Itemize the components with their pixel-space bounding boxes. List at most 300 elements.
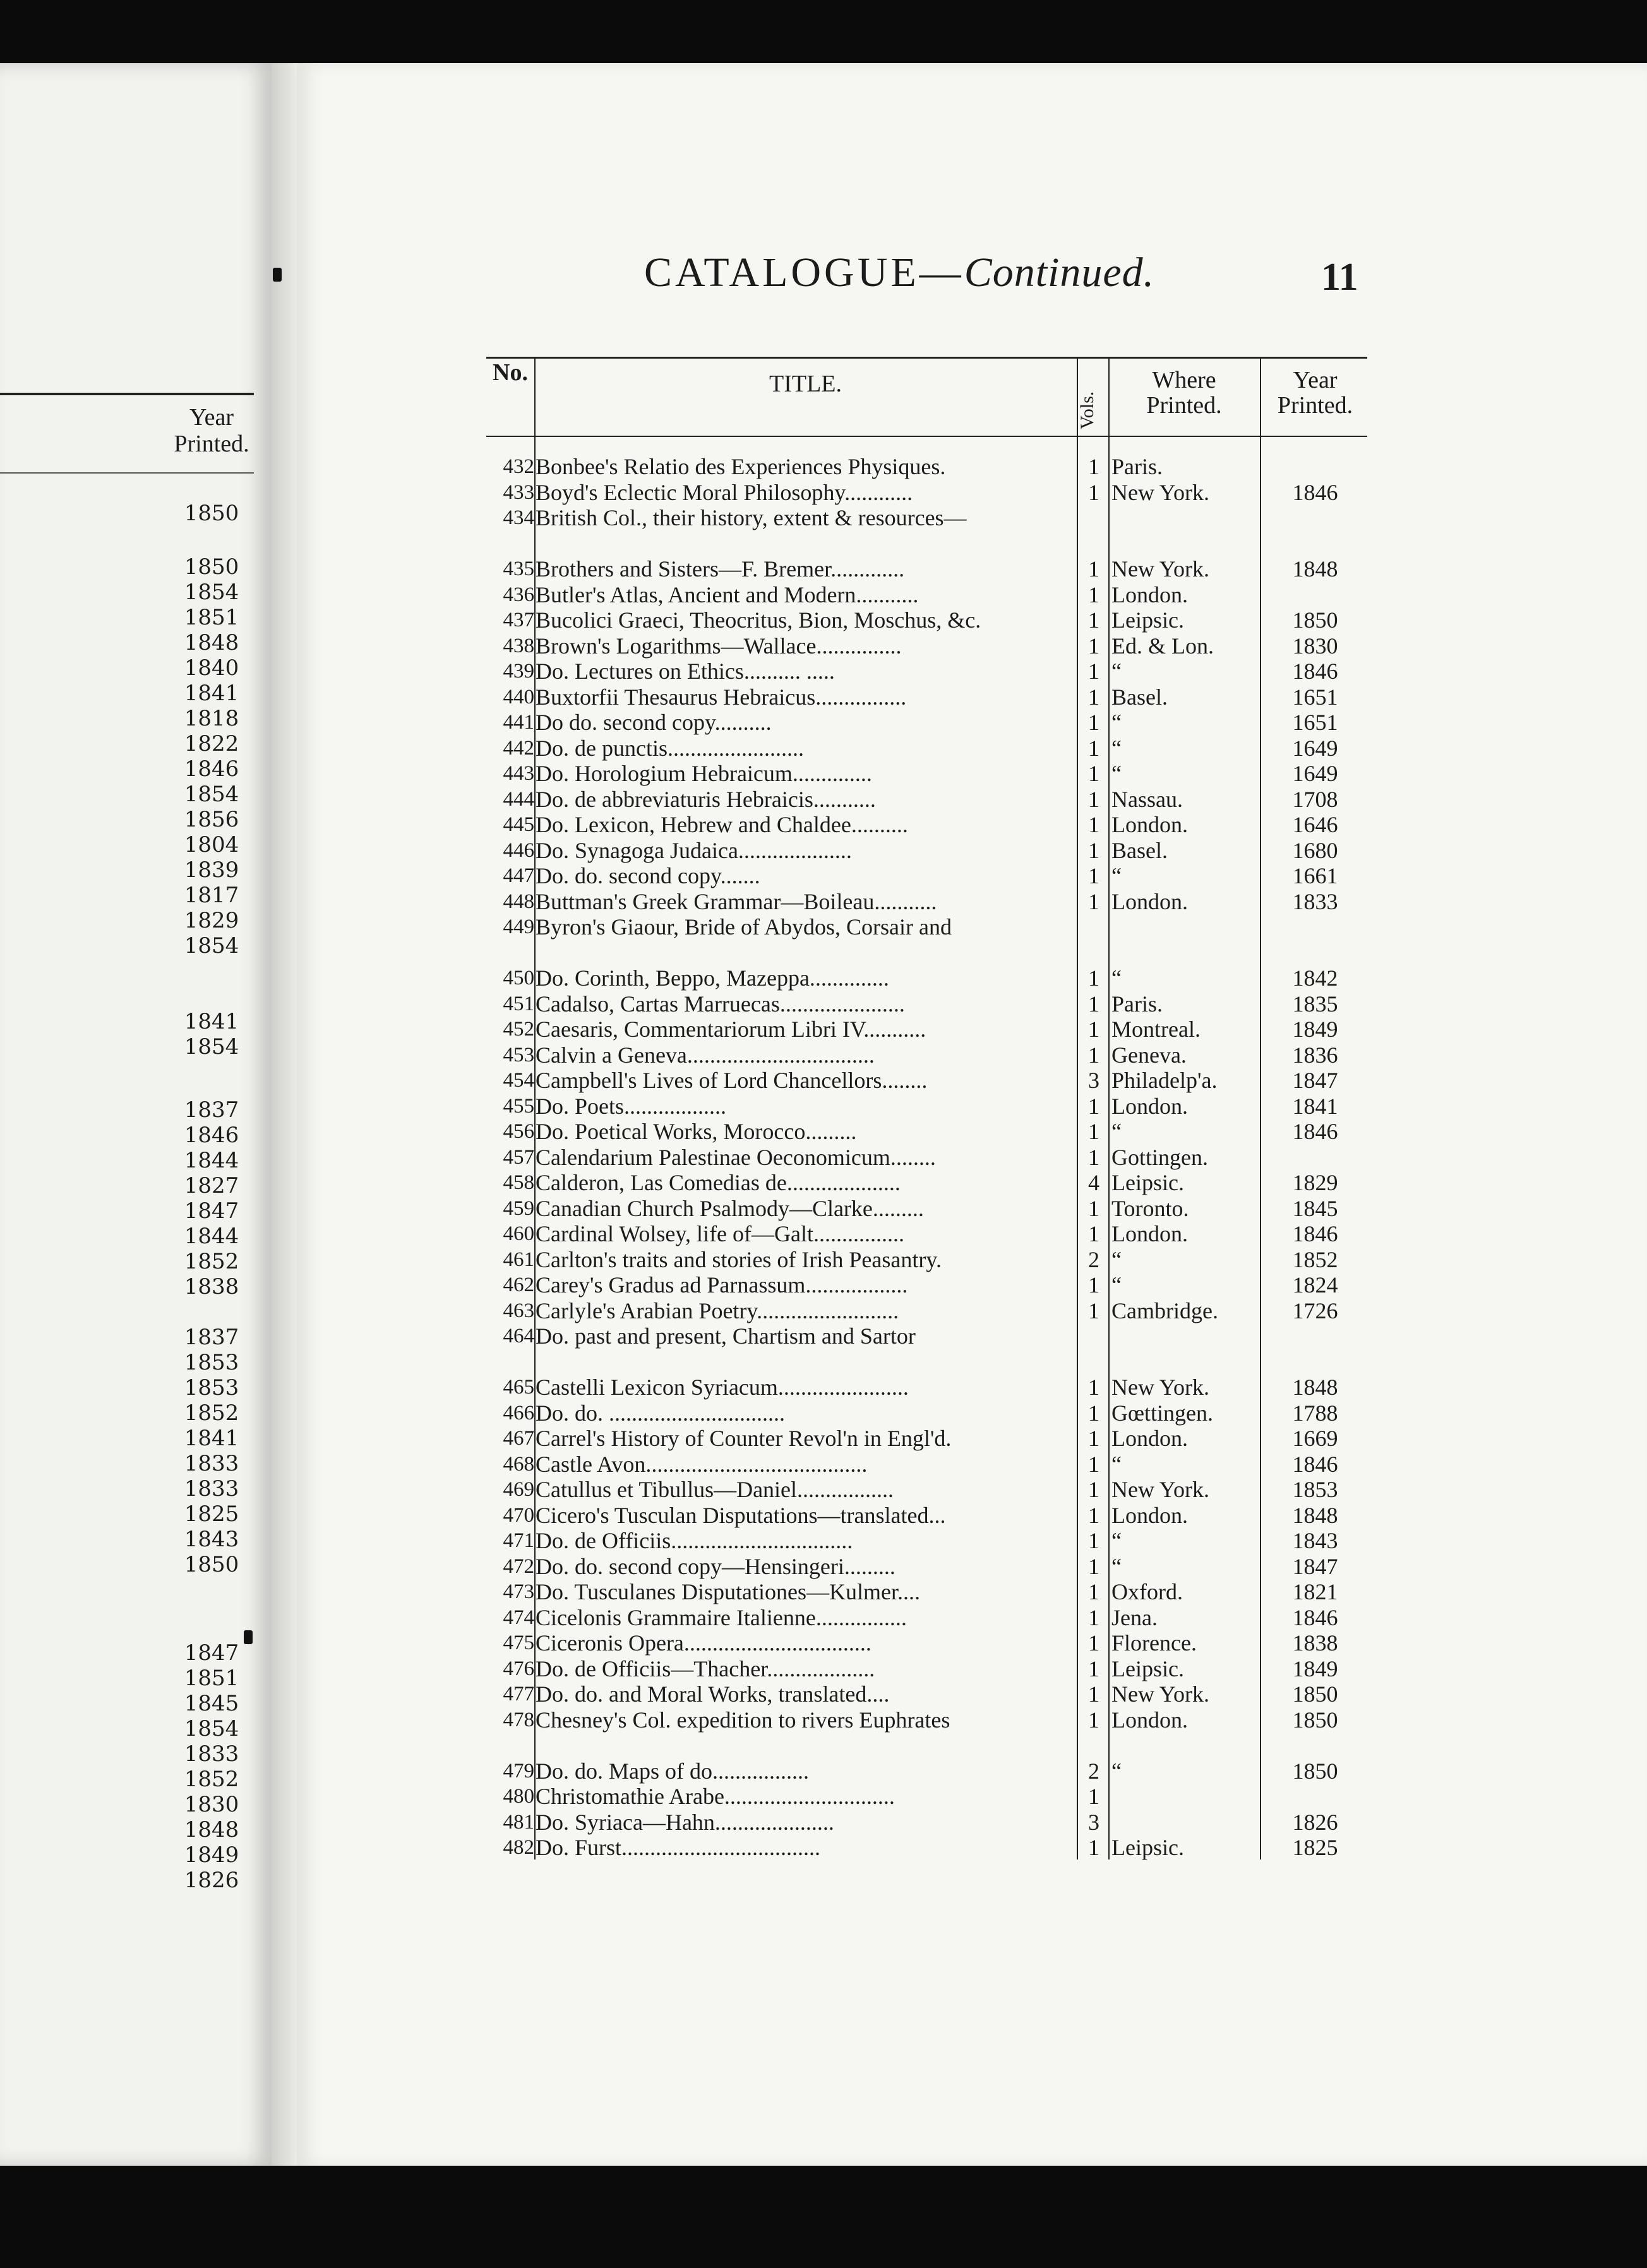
left-year-value: 1846 [184, 756, 239, 782]
entry-volumes: 1 [1088, 1451, 1099, 1477]
left-year-value: 1817 [184, 883, 239, 908]
entry-volumes: 1 [1088, 1298, 1099, 1323]
left-year-value: 1854 [184, 782, 239, 807]
entry-number: 440 [503, 685, 534, 708]
entry-year: 1651 [1292, 684, 1338, 710]
entry-volumes: 1 [1088, 582, 1099, 607]
entry-title: Byron's Giaour, Bride of Abydos, Corsair and [536, 914, 952, 940]
entry-number: 454 [503, 1069, 534, 1092]
entry-title: Castelli Lexicon Syriacum....................... [536, 1375, 909, 1400]
entry-place: “ [1111, 1272, 1122, 1298]
left-year-value: 1852 [184, 1249, 239, 1274]
entry-title: Do. Syriaca—Hahn..................... [536, 1809, 834, 1835]
entry-volumes: 1 [1088, 479, 1099, 505]
binding-mark [244, 1630, 253, 1644]
entry-title: Buxtorfii Thesaurus Hebraicus................ [536, 684, 907, 710]
entry-year: 1846 [1292, 1451, 1338, 1477]
entry-volumes: 4 [1088, 1170, 1099, 1195]
entry-year: 1661 [1292, 863, 1338, 888]
entry-year: 1847 [1292, 1068, 1338, 1093]
left-year-value: 1853 [184, 1375, 239, 1400]
entry-title: Brothers and Sisters—F. Bremer............. [536, 556, 905, 582]
entry-volumes: 1 [1088, 1630, 1099, 1656]
running-head [644, 249, 1154, 297]
left-year-value: 1841 [184, 1426, 239, 1451]
entry-place: “ [1111, 863, 1122, 888]
entry-place: New York. [1111, 1681, 1210, 1707]
entry-title: Brown's Logarithms—Wallace............... [536, 633, 902, 659]
entry-title: Campbell's Lives of Lord Chancellors........ [536, 1068, 928, 1093]
entry-number: 456 [503, 1120, 534, 1143]
entry-year: 1680 [1292, 837, 1338, 863]
entry-place: Basel. [1111, 837, 1168, 863]
entry-place: Leipsic. [1111, 1835, 1184, 1860]
entry-number: 465 [503, 1376, 534, 1399]
left-year-value: 1845 [184, 1691, 239, 1716]
entry-number: 437 [503, 609, 534, 631]
entry-volumes: 1 [1088, 786, 1099, 812]
column-divider [1260, 357, 1261, 1859]
entry-title: Do. de Officiis................................ [536, 1528, 853, 1553]
left-year-value: 1844 [184, 1148, 239, 1173]
entry-number: 482 [503, 1836, 534, 1859]
entry-volumes: 1 [1088, 684, 1099, 710]
entry-place: New York. [1111, 556, 1210, 582]
entry-title: Ciceronis Opera................................. [536, 1630, 871, 1656]
entry-volumes: 1 [1088, 1835, 1099, 1860]
left-year-value: 1851 [184, 605, 239, 630]
page-number: 11 [1321, 256, 1358, 299]
left-year-value: 1837 [184, 1325, 239, 1350]
left-year-value: 1804 [184, 832, 239, 857]
running-head-main: CATALOGUE— [644, 249, 964, 295]
entry-place: Gœttingen. [1111, 1400, 1213, 1426]
entry-place: Nassau. [1111, 786, 1183, 812]
left-header-rule-bottom [0, 472, 254, 474]
entry-place: London. [1111, 1502, 1188, 1528]
left-year-value: 1850 [184, 554, 239, 580]
entry-number: 479 [503, 1759, 534, 1782]
entry-number: 463 [503, 1299, 534, 1322]
entry-number: 473 [503, 1580, 534, 1603]
entry-volumes: 1 [1088, 1426, 1099, 1451]
entry-title: Boyd's Eclectic Moral Philosophy............ [536, 479, 913, 505]
entry-place: Paris. [1111, 991, 1163, 1017]
entry-number: 439 [503, 660, 534, 683]
entry-number: 467 [503, 1427, 534, 1450]
entry-year: 1848 [1292, 1375, 1338, 1400]
entry-volumes: 1 [1088, 1017, 1099, 1042]
entry-volumes: 1 [1088, 1553, 1099, 1579]
left-header-rule [0, 393, 254, 395]
entry-number: 448 [503, 890, 534, 913]
entry-place: London. [1111, 1093, 1188, 1119]
entry-title: Do. do. Maps of do................. [536, 1758, 809, 1784]
entry-number: 436 [503, 583, 534, 606]
entry-year: 1821 [1292, 1579, 1338, 1604]
entry-year: 1846 [1292, 1221, 1338, 1246]
entry-volumes: 1 [1088, 1119, 1099, 1144]
entry-number: 469 [503, 1478, 534, 1501]
entry-title: British Col., their history, extent & resources— [536, 505, 967, 530]
left-year-value: 1848 [184, 630, 239, 655]
left-year-value: 1844 [184, 1224, 239, 1249]
entry-title: Do. Lexicon, Hebrew and Chaldee.......... [536, 812, 908, 837]
entry-title: Carlyle's Arabian Poetry......................... [536, 1298, 899, 1323]
entry-volumes: 1 [1088, 1272, 1099, 1298]
entry-year: 1646 [1292, 812, 1338, 837]
entry-title: Do. do. ............................... [536, 1400, 785, 1426]
entry-number: 471 [503, 1529, 534, 1552]
entry-place: London. [1111, 1221, 1188, 1246]
entry-place: “ [1111, 1758, 1122, 1784]
entry-title: Cicero's Tusculan Disputations—translated... [536, 1502, 946, 1528]
entry-volumes: 1 [1088, 1502, 1099, 1528]
left-year-value: 1833 [184, 1741, 239, 1767]
entry-volumes: 1 [1088, 991, 1099, 1017]
left-year-value: 1825 [184, 1501, 239, 1527]
entry-volumes: 3 [1088, 1809, 1099, 1835]
left-page [0, 63, 273, 2166]
entry-number: 480 [503, 1785, 534, 1808]
entry-volumes: 1 [1088, 1604, 1099, 1630]
column-header-vols: Vols. [1077, 391, 1098, 429]
entry-number: 435 [503, 558, 534, 580]
entry-place: “ [1111, 710, 1122, 735]
book-spine [272, 63, 297, 2166]
entry-place: London. [1111, 582, 1188, 607]
entry-place: “ [1111, 1246, 1122, 1272]
entry-title: Do. Horologium Hebraicum.............. [536, 761, 872, 786]
entry-number: 468 [503, 1452, 534, 1476]
entry-title: Do. do. second copy—Hensingeri......... [536, 1553, 895, 1579]
entry-title: Canadian Church Psalmody—Clarke......... [536, 1195, 924, 1221]
entry-volumes: 1 [1088, 1144, 1099, 1170]
entry-place: Philadelp'a. [1111, 1068, 1218, 1093]
entry-number: 458 [503, 1171, 534, 1194]
left-year-value: 1822 [184, 731, 239, 756]
entry-number: 475 [503, 1632, 534, 1654]
entry-volumes: 1 [1088, 1221, 1099, 1246]
entry-place: Leipsic. [1111, 1656, 1184, 1681]
entry-number: 443 [503, 762, 534, 785]
entry-place: Oxford. [1111, 1579, 1183, 1604]
left-year-value: 1847 [184, 1198, 239, 1224]
entry-number: 476 [503, 1657, 534, 1680]
entry-volumes: 1 [1088, 863, 1099, 888]
entry-place: Basel. [1111, 684, 1168, 710]
entry-year: 1829 [1292, 1170, 1338, 1195]
entry-number: 445 [503, 813, 534, 836]
entry-year: 1846 [1292, 1604, 1338, 1630]
left-year-value: 1833 [184, 1476, 239, 1501]
entry-place: “ [1111, 965, 1122, 991]
left-year-value: 1851 [184, 1666, 239, 1691]
left-year-value: 1847 [184, 1640, 239, 1666]
entry-volumes: 1 [1088, 1042, 1099, 1068]
entry-year: 1850 [1292, 1707, 1338, 1733]
entry-number: 472 [503, 1555, 534, 1578]
entry-place: “ [1111, 1451, 1122, 1477]
running-head-italic: Continued. [964, 249, 1155, 295]
entry-year: 1850 [1292, 1681, 1338, 1707]
entry-volumes: 1 [1088, 1579, 1099, 1604]
entry-place: London. [1111, 1426, 1188, 1451]
entry-volumes: 1 [1088, 812, 1099, 837]
left-year-value: 1839 [184, 857, 239, 883]
entry-volumes: 1 [1088, 1375, 1099, 1400]
entry-year: 1708 [1292, 786, 1338, 812]
entry-number: 478 [503, 1708, 534, 1731]
entry-year: 1845 [1292, 1195, 1338, 1221]
left-year-value: 1856 [184, 807, 239, 832]
entry-place: Florence. [1111, 1630, 1197, 1656]
left-year-value: 1827 [184, 1173, 239, 1198]
entry-place: Ed. & Lon. [1111, 633, 1214, 659]
entry-year: 1846 [1292, 659, 1338, 684]
entry-year: 1848 [1292, 556, 1338, 582]
entry-number: 462 [503, 1274, 534, 1296]
entry-year: 1846 [1292, 479, 1338, 505]
entry-place: Leipsic. [1111, 607, 1184, 633]
entry-title: Carrel's History of Counter Revol'n in Engl'd. [536, 1426, 952, 1451]
entry-number: 451 [503, 992, 534, 1015]
entry-number: 464 [503, 1325, 534, 1347]
entry-number: 432 [503, 455, 534, 478]
entry-year: 1649 [1292, 735, 1338, 761]
entry-title: Calvin a Geneva................................. [536, 1042, 875, 1068]
entry-number: 481 [503, 1810, 534, 1834]
entry-title: Do. Tusculanes Disputationes—Kulmer.... [536, 1579, 920, 1604]
left-year-value: 1833 [184, 1451, 239, 1476]
entry-title: Calendarium Palestinae Oeconomicum........ [536, 1144, 936, 1170]
entry-place: New York. [1111, 1477, 1210, 1502]
entry-place: Montreal. [1111, 1017, 1201, 1042]
left-year-value: 1841 [184, 1009, 239, 1034]
entry-title: Cicelonis Grammaire Italienne................ [536, 1604, 907, 1630]
left-year-value: 1841 [184, 681, 239, 706]
left-year-value: 1829 [184, 908, 239, 933]
entry-title: Do. do. second copy....... [536, 863, 760, 888]
entry-title: Castle Avon....................................... [536, 1451, 868, 1477]
left-year-value: 1840 [184, 655, 239, 681]
entry-title: Do. Lectures on Ethics.......... ..... [536, 659, 835, 684]
entry-volumes: 1 [1088, 1093, 1099, 1119]
entry-volumes: 1 [1088, 1784, 1099, 1809]
entry-title: Do. de punctis........................ [536, 735, 804, 761]
entry-year: 1853 [1292, 1477, 1338, 1502]
entry-year: 1846 [1292, 1119, 1338, 1144]
left-year-value: 1830 [184, 1792, 239, 1817]
table-header-rule [486, 436, 1367, 437]
entry-year: 1825 [1292, 1835, 1338, 1860]
entry-volumes: 1 [1088, 888, 1099, 914]
entry-year: 1726 [1292, 1298, 1338, 1323]
entry-number: 477 [503, 1683, 534, 1705]
entry-number: 441 [503, 711, 534, 734]
entry-place: Gottingen. [1111, 1144, 1208, 1170]
entry-place: New York. [1111, 479, 1210, 505]
entry-title: Carlton's traits and stories of Irish Peasantry. [536, 1246, 942, 1272]
entry-title: Butler's Atlas, Ancient and Modern........... [536, 582, 919, 607]
entry-volumes: 1 [1088, 735, 1099, 761]
entry-title: Do. past and present, Chartism and Sartor [536, 1323, 916, 1349]
entry-number: 433 [503, 480, 534, 504]
entry-volumes: 1 [1088, 1400, 1099, 1426]
entry-volumes: 1 [1088, 1195, 1099, 1221]
entry-title: Cardinal Wolsey, life of—Galt................ [536, 1221, 904, 1246]
entry-title: Bucolici Graeci, Theocritus, Bion, Moschus, &c. [536, 607, 981, 633]
entry-title: Chesney's Col. expedition to rivers Euphrates [536, 1707, 950, 1733]
entry-title: Christomathie Arabe.............................. [536, 1784, 895, 1809]
entry-place: Cambridge. [1111, 1298, 1218, 1323]
left-year-value: 1837 [184, 1097, 239, 1123]
entry-title: Do. Furst................................... [536, 1835, 821, 1860]
entry-year: 1824 [1292, 1272, 1338, 1298]
entry-number: 442 [503, 736, 534, 760]
binding-mark [273, 268, 282, 282]
entry-volumes: 1 [1088, 633, 1099, 659]
entry-volumes: 1 [1088, 1528, 1099, 1553]
entry-volumes: 1 [1088, 454, 1099, 479]
entry-volumes: 1 [1088, 1656, 1099, 1681]
entry-place: London. [1111, 888, 1188, 914]
entry-year: 1833 [1292, 888, 1338, 914]
column-header-title: TITLE. [769, 371, 842, 397]
entry-volumes: 1 [1088, 761, 1099, 786]
entry-title: Caesaris, Commentariorum Libri IV........... [536, 1017, 926, 1042]
entry-year: 1849 [1292, 1656, 1338, 1681]
entry-volumes: 1 [1088, 710, 1099, 735]
entry-volumes: 3 [1088, 1068, 1099, 1093]
left-year-value: 1826 [184, 1868, 239, 1893]
entry-place: London. [1111, 812, 1188, 837]
entry-title: Do. do. and Moral Works, translated.... [536, 1681, 890, 1707]
entry-title: Do. Poets.................. [536, 1093, 727, 1119]
left-year-value: 1852 [184, 1767, 239, 1792]
entry-number: 449 [503, 916, 534, 938]
entry-place: “ [1111, 761, 1122, 786]
left-year-value: 1818 [184, 706, 239, 731]
entry-year: 1847 [1292, 1553, 1338, 1579]
left-year-value: 1849 [184, 1842, 239, 1868]
entry-title: Bonbee's Relatio des Experiences Physiques. [536, 454, 946, 479]
entry-volumes: 1 [1088, 1681, 1099, 1707]
entry-year: 1649 [1292, 761, 1338, 786]
entry-title: Do. Poetical Works, Morocco......... [536, 1119, 857, 1144]
entry-place: Toronto. [1111, 1195, 1189, 1221]
entry-number: 450 [503, 967, 534, 989]
entry-volumes: 1 [1088, 607, 1099, 633]
entry-number: 457 [503, 1145, 534, 1169]
entry-place: “ [1111, 735, 1122, 761]
left-year-value: 1850 [184, 1552, 239, 1577]
entry-year: 1651 [1292, 710, 1338, 735]
entry-title: Do. Synagoga Judaica.................... [536, 837, 852, 863]
column-divider [1108, 357, 1110, 1859]
entry-number: 444 [503, 787, 534, 811]
entry-number: 452 [503, 1018, 534, 1041]
column-header-where: Where Printed. [1146, 367, 1222, 419]
entry-number: 438 [503, 634, 534, 657]
entry-title: Buttman's Greek Grammar—Boileau........... [536, 888, 937, 914]
entry-place: Leipsic. [1111, 1170, 1184, 1195]
entry-number: 474 [503, 1606, 534, 1629]
entry-year: 1841 [1292, 1093, 1338, 1119]
entry-volumes: 2 [1088, 1758, 1099, 1784]
entry-year: 1848 [1292, 1502, 1338, 1528]
entry-place: Paris. [1111, 454, 1163, 479]
entry-year: 1850 [1292, 607, 1338, 633]
entry-number: 459 [503, 1197, 534, 1220]
entry-title: Do do. second copy.......... [536, 710, 772, 735]
left-year-value: 1838 [184, 1274, 239, 1299]
entry-title: Cadalso, Cartas Marruecas...................... [536, 991, 905, 1017]
entry-number: 455 [503, 1094, 534, 1118]
column-header-no: No. [493, 359, 528, 386]
entry-volumes: 1 [1088, 556, 1099, 582]
left-year-value: 1843 [184, 1527, 239, 1552]
left-year-header: Year Printed. [174, 404, 249, 457]
entry-title: Do. Corinth, Beppo, Mazeppa.............. [536, 965, 889, 991]
column-divider [1077, 357, 1078, 1859]
entry-place: London. [1111, 1707, 1188, 1733]
entry-year: 1842 [1292, 965, 1338, 991]
entry-title: Calderon, Las Comedias de.................... [536, 1170, 901, 1195]
entry-number: 453 [503, 1043, 534, 1066]
entry-volumes: 1 [1088, 1707, 1099, 1733]
entry-volumes: 1 [1088, 659, 1099, 684]
entry-title: Do. de abbreviaturis Hebraicis........... [536, 786, 876, 812]
entry-volumes: 1 [1088, 837, 1099, 863]
entry-volumes: 1 [1088, 965, 1099, 991]
entry-number: 461 [503, 1248, 534, 1271]
entry-year: 1835 [1292, 991, 1338, 1017]
entry-number: 447 [503, 864, 534, 887]
left-year-value: 1854 [184, 933, 239, 958]
entry-title: Catullus et Tibullus—Daniel................. [536, 1477, 894, 1502]
entry-year: 1852 [1292, 1246, 1338, 1272]
entry-number: 446 [503, 839, 534, 862]
entry-place: “ [1111, 659, 1122, 684]
entry-place: Jena. [1111, 1604, 1158, 1630]
entry-number: 466 [503, 1401, 534, 1424]
entry-year: 1830 [1292, 633, 1338, 659]
entry-year: 1843 [1292, 1528, 1338, 1553]
entry-year: 1850 [1292, 1758, 1338, 1784]
entry-number: 470 [503, 1503, 534, 1527]
entry-place: “ [1111, 1553, 1122, 1579]
left-year-value: 1853 [184, 1350, 239, 1375]
entry-place: “ [1111, 1528, 1122, 1553]
left-year-value: 1852 [184, 1400, 239, 1426]
entry-year: 1826 [1292, 1809, 1338, 1835]
left-year-value: 1854 [184, 1034, 239, 1059]
entry-volumes: 1 [1088, 1477, 1099, 1502]
entry-year: 1849 [1292, 1017, 1338, 1042]
entry-place: New York. [1111, 1375, 1210, 1400]
entry-title: Carey's Gradus ad Parnassum.................. [536, 1272, 908, 1298]
left-year-value: 1848 [184, 1817, 239, 1842]
left-year-value: 1846 [184, 1123, 239, 1148]
entry-volumes: 2 [1088, 1246, 1099, 1272]
entry-title: Do. de Officiis—Thacher................... [536, 1656, 875, 1681]
entry-number: 434 [503, 506, 534, 529]
entry-number: 460 [503, 1222, 534, 1245]
entry-year: 1838 [1292, 1630, 1338, 1656]
column-header-year: Year Printed. [1277, 367, 1353, 419]
table-top-rule [486, 357, 1367, 359]
